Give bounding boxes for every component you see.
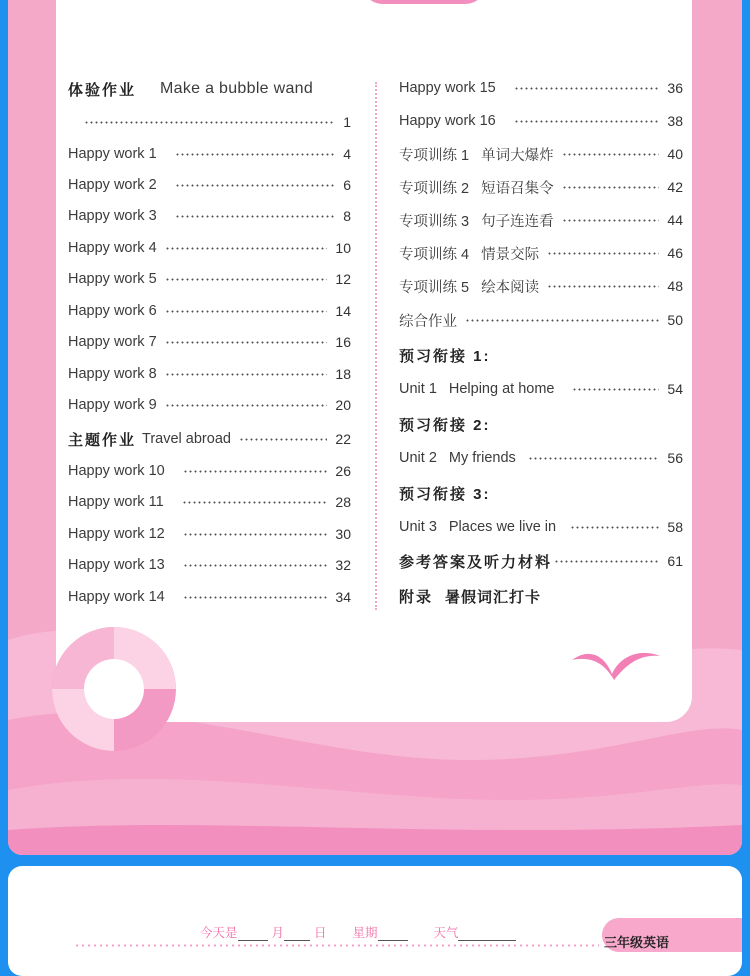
toc-sub-label: 短语召集令 — [481, 180, 554, 197]
toc-heading-trial[interactable] — [68, 79, 351, 99]
page-number: 20 — [335, 397, 351, 413]
dot-leader — [554, 560, 659, 563]
day-label: 日 — [314, 925, 327, 940]
dot-leader — [165, 247, 328, 250]
toc-row[interactable] — [68, 144, 351, 164]
toc-row[interactable] — [68, 301, 351, 321]
page-number: 8 — [343, 208, 351, 224]
toc-row[interactable] — [399, 243, 683, 263]
dot-leader — [514, 120, 660, 123]
weekday-label: 星期 — [352, 925, 378, 940]
toc-label: Happy work 7 — [68, 334, 157, 350]
blank-line — [284, 928, 310, 941]
toc-sub-label: Helping at home — [448, 381, 555, 397]
dot-leader — [570, 526, 659, 529]
page-number: 36 — [667, 80, 683, 96]
toc-row[interactable] — [399, 551, 683, 571]
page-number: 56 — [667, 450, 683, 466]
toc-cn-label: 主题作业 — [68, 431, 137, 449]
toc-label: Happy work 15 — [399, 80, 496, 96]
dot-leader — [183, 596, 328, 599]
toc-label: 综合作业 — [399, 313, 457, 330]
dot-leader — [572, 388, 659, 391]
toc-sub-label: My friends — [448, 450, 516, 466]
page-number: 46 — [667, 245, 683, 261]
page-number: 30 — [335, 526, 351, 542]
toc-row[interactable] — [68, 206, 351, 226]
toc-section-heading — [399, 345, 683, 365]
toc-section-heading — [399, 483, 683, 503]
page-number: 42 — [667, 179, 683, 195]
page-number: 14 — [335, 303, 351, 319]
dot-leader — [175, 153, 336, 156]
dotted-rule — [74, 944, 599, 947]
toc-row[interactable] — [399, 177, 683, 197]
page-number: 28 — [335, 494, 351, 510]
toc-row[interactable] — [399, 448, 683, 468]
page-number: 1 — [343, 114, 351, 130]
toc-row[interactable] — [399, 276, 683, 296]
toc-sub-label: 情景交际 — [481, 246, 540, 263]
dot-leader — [165, 278, 328, 281]
dot-leader — [239, 438, 327, 441]
toc-label: Happy work 14 — [68, 589, 165, 605]
toc-label: 专项训练 2 — [399, 180, 470, 197]
page-number: 22 — [335, 431, 351, 447]
dot-leader — [165, 373, 328, 376]
date-line — [200, 923, 516, 941]
today-label: 今天是 — [200, 925, 238, 940]
page-number: 4 — [343, 146, 351, 162]
toc-row-appendix[interactable] — [399, 586, 683, 606]
toc-row[interactable] — [68, 587, 351, 607]
toc-label: Unit 3 — [399, 519, 437, 535]
toc-label: Happy work 16 — [399, 113, 496, 129]
toc-row[interactable] — [399, 310, 683, 330]
toc-label: Happy work 12 — [68, 526, 165, 542]
page-number: 50 — [667, 312, 683, 328]
dot-leader — [84, 121, 335, 124]
page-number: 12 — [335, 271, 351, 287]
dot-leader — [562, 153, 660, 156]
toc-label: 专项训练 5 — [399, 279, 470, 296]
dot-leader — [165, 404, 328, 407]
toc-heading-label: 预习衔接 1: — [399, 347, 491, 365]
toc-row[interactable] — [399, 210, 683, 230]
toc-sub-label: 绘本阅读 — [481, 279, 540, 296]
page-number: 40 — [667, 146, 683, 162]
dot-leader — [514, 87, 660, 90]
toc-row[interactable] — [399, 379, 683, 399]
dot-leader — [183, 564, 328, 567]
page-number: 16 — [335, 334, 351, 350]
toc-label: Happy work 11 — [68, 494, 164, 510]
page-number: 18 — [335, 366, 351, 382]
toc-label: Unit 2 — [399, 450, 437, 466]
toc-sub-label: 暑假词汇打卡 — [445, 588, 542, 606]
toc-label: 参考答案及听力材料 — [399, 553, 553, 571]
toc-label: Happy work 13 — [68, 557, 165, 573]
toc-label: 专项训练 3 — [399, 213, 470, 230]
dot-leader — [175, 215, 336, 218]
toc-label: Happy work 4 — [68, 240, 157, 256]
toc-label: 专项训练 4 — [399, 246, 470, 263]
toc-label: Happy work 9 — [68, 397, 157, 413]
dot-leader — [547, 252, 659, 255]
toc-row[interactable] — [68, 238, 351, 258]
page-number: 10 — [335, 240, 351, 256]
blank-line — [378, 928, 408, 941]
page-number: 26 — [335, 463, 351, 479]
toc-en-label: Make a bubble wand — [160, 80, 314, 97]
toc-row[interactable] — [68, 492, 351, 512]
page-number: 58 — [667, 519, 683, 535]
toc-row[interactable] — [68, 269, 351, 289]
toc-row[interactable] — [68, 555, 351, 575]
toc-heading-theme[interactable] — [68, 429, 351, 449]
toc-label: Happy work 6 — [68, 303, 157, 319]
dot-leader — [528, 457, 660, 460]
toc-label: 专项训练 1 — [399, 147, 470, 164]
toc-en-label: Travel abroad — [142, 431, 231, 447]
dot-leader — [183, 470, 328, 473]
blank-line — [458, 928, 516, 941]
toc-row[interactable] — [399, 111, 683, 131]
dot-leader — [465, 319, 659, 322]
dot-leader — [183, 533, 328, 536]
dot-leader — [562, 219, 660, 222]
dot-leader — [175, 184, 336, 187]
toc-label: Happy work 10 — [68, 463, 165, 479]
dot-leader — [165, 341, 328, 344]
page-number: 44 — [667, 212, 683, 228]
toc-sub-label: 单词大爆炸 — [481, 147, 554, 164]
dot-leader — [165, 310, 328, 313]
swim-ring-icon — [44, 624, 184, 754]
toc-section-heading — [399, 414, 683, 434]
blank-line — [238, 928, 268, 941]
page-number: 32 — [335, 557, 351, 573]
toc-row[interactable] — [68, 524, 351, 544]
page-number: 48 — [667, 278, 683, 294]
toc-label: 附录 — [399, 588, 434, 606]
month-label: 月 — [271, 925, 285, 940]
dot-leader — [182, 501, 328, 504]
grade-label: 三年级英语 — [604, 935, 670, 950]
toc-row[interactable] — [68, 461, 351, 481]
toc-label: Unit 1 — [399, 381, 437, 397]
column-divider — [375, 82, 377, 610]
toc-row[interactable] — [399, 517, 683, 537]
toc-row[interactable] — [68, 395, 351, 415]
toc-row[interactable] — [68, 175, 351, 195]
page-number: 61 — [667, 553, 683, 569]
seagull-icon — [570, 644, 662, 684]
toc-heading-label: 预习衔接 2: — [399, 416, 491, 434]
toc-label: Happy work 2 — [68, 177, 157, 193]
toc-row[interactable] — [68, 332, 351, 352]
page-number: 38 — [667, 113, 683, 129]
top-arc-decoration — [361, 0, 487, 4]
toc-heading-label: 预习衔接 3: — [399, 485, 491, 503]
toc-row[interactable] — [68, 112, 351, 132]
toc-label: Happy work 3 — [68, 208, 157, 224]
dot-leader — [547, 285, 659, 288]
toc-label: Happy work 5 — [68, 271, 157, 287]
toc-row[interactable] — [68, 364, 351, 384]
toc-row[interactable] — [399, 144, 683, 164]
toc-label: Happy work 1 — [68, 146, 157, 162]
toc-cn-label: 体验作业 — [68, 81, 137, 99]
toc-label: Happy work 8 — [68, 366, 157, 382]
page-number: 34 — [335, 589, 351, 605]
dot-leader — [562, 186, 660, 189]
page-number: 54 — [667, 381, 683, 397]
weather-label: 天气 — [433, 925, 459, 940]
toc-row[interactable] — [399, 78, 683, 98]
toc-sub-label: Places we live in — [448, 519, 557, 535]
toc-sub-label: 句子连连看 — [481, 213, 554, 230]
page-number: 6 — [343, 177, 351, 193]
